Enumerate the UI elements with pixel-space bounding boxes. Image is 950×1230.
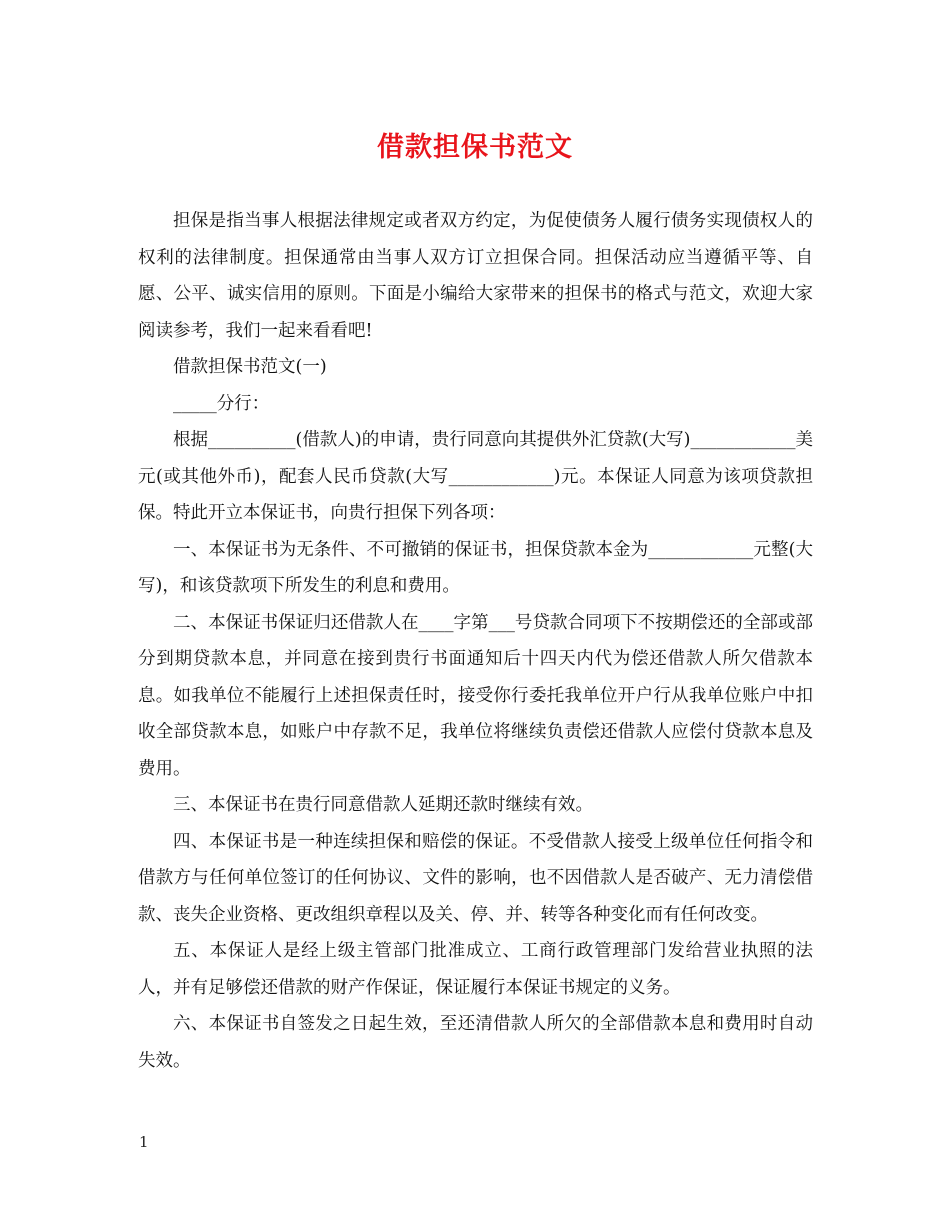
- paragraph-heading-sample-one: 借款担保书范文(一): [173, 357, 327, 377]
- paragraph-clause-3: 三、本保证书在贵行同意借款人延期还款时继续有效。: [173, 795, 593, 815]
- document-body: [138, 203, 813, 1079]
- paragraph-clause-2: 二、本保证书保证归还借款人在____字第___号贷款合同项下不按期偿还的全部或部分到期贷款本息，并同意在接到贵行书面通知后十四天内代为偿还借款人所欠借款本息。如我单位不能履行上述担保责任时，接受你行委托我单位开户行从我单位账户中扣收全部贷款本息，如账户中存款不足，我单位将继续负责偿还借款人应偿付贷款本息及费用。: [138, 612, 813, 779]
- document-title: 借款担保书范文: [377, 132, 573, 163]
- paragraph-salutation: _____分行：: [173, 393, 270, 414]
- paragraph-clause-6: 六、本保证书自签发之日起生效，至还清借款人所欠的全部借款本息和费用时自动失效。: [138, 1014, 813, 1071]
- paragraph-clause-5: 五、本保证人是经上级主管部门批准成立、工商行政管理部门发给营业执照的法人，并有足够偿还借款的财产作保证，保证履行本保证书规定的义务。: [138, 941, 813, 998]
- paragraph-clause-4: 四、本保证书是一种连续担保和赔偿的保证。不受借款人接受上级单位任何指令和借款方与任何单位签订的任何协议、文件的影响，也不因借款人是否破产、无力清偿借款、丧失企业资格、更改组织章程以及关、停、并、转等各种变化而有任何改变。: [138, 831, 813, 925]
- paragraph-intro: 担保是指当事人根据法律规定或者双方约定，为促使债务人履行债务实现债权人的权利的法律制度。担保通常由当事人双方订立担保合同。担保活动应当遵循平等、自愿、公平、诚实信用的原则。下面是小编给大家带来的担保书的格式与范文，欢迎大家阅读参考，我们一起来看看吧!: [138, 211, 813, 341]
- paragraph-clause-1: 一、本保证书为无条件、不可撤销的保证书，担保贷款本金为____________元整(大写)，和该贷款项下所发生的利息和费用。: [138, 539, 813, 596]
- paragraph-loan-basis: 根据__________(借款人)的申请，贵行同意向其提供外汇贷款(大写)____________美元(或其他外币)，配套人民币贷款(大写____________)元。本保证人同意为该项贷款担保。特此开立本保证书，向贵行担保下列各项：: [138, 430, 813, 523]
- page-number: 1: [139, 1133, 149, 1151]
